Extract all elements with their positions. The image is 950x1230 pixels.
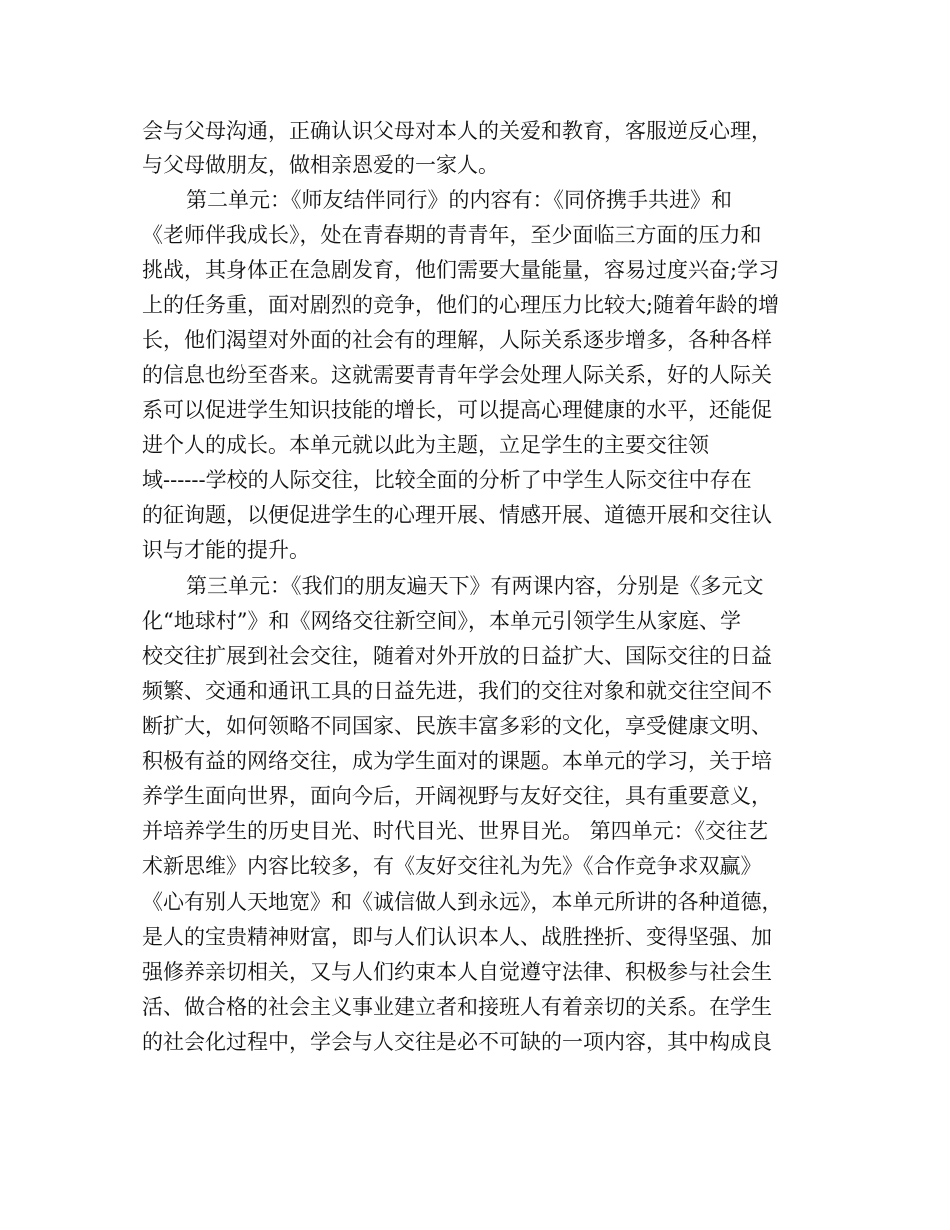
text-line: 的信息也纷至沓来。这就需要青青年学会处理人际关系，好的人际关 bbox=[142, 363, 772, 387]
text-line: 域------学校的人际交往，比较全面的分析了中学生人际交往中存在 bbox=[142, 468, 752, 492]
text-line: 与父母做朋友，做相亲恩爱的一家人。 bbox=[142, 153, 499, 177]
text-line: 断扩大，如何领略不同国家、民族丰富多彩的文化，享受健康文明、 bbox=[142, 714, 772, 738]
paragraph-start-line: 第二单元：《师友结伴同行》的内容有：《同侪携手共进》和 bbox=[186, 188, 732, 212]
text-line: 化“地球村”》和《网络交往新空间》，本单元引领学生从家庭、学 bbox=[142, 609, 741, 633]
text-line: 校交往扩展到社会交往，随着对外开放的日益扩大、国际交往的日益 bbox=[142, 644, 772, 668]
text-line: 会与父母沟通，正确认识父母对本人的关爱和教育，客服逆反心理， bbox=[142, 119, 772, 143]
text-line: 的社会化过程中，学会与人交往是必不可缺的一项内容，其中构成良 bbox=[142, 1030, 772, 1054]
text-line: 上的任务重，面对剧烈的竞争，他们的心理压力比较大;随着年龄的增 bbox=[142, 293, 780, 317]
text-line: 的征询题，以便促进学生的心理开展、情感开展、道德开展和交往认 bbox=[142, 503, 772, 527]
text-line: 是人的宝贵精神财富，即与人们认识本人、战胜挫折、变得坚强、加 bbox=[142, 925, 772, 949]
text-line: 活、做合格的社会主义事业建立者和接班人有着亲切的关系。在学生 bbox=[142, 995, 772, 1019]
text-line: 《老师伴我成长》，处在青春期的青青年，至少面临三方面的压力和 bbox=[142, 223, 762, 247]
text-line: 《心有别人天地宽》和《诚信做人到永远》，本单元所讲的各种道德， bbox=[142, 890, 783, 914]
text-line: 养学生面向世界，面向今后，开阔视野与友好交往，具有重要意义， bbox=[142, 784, 772, 808]
paragraph-start-line: 第三单元：《我们的朋友遍天下》有两课内容，分别是《多元文 bbox=[186, 574, 764, 598]
text-line: 频繁、交通和通讯工具的日益先进，我们的交往对象和就交往空间不 bbox=[142, 679, 772, 703]
text-line: 积极有益的网络交往，成为学生面对的课题。本单元的学习，关于培 bbox=[142, 749, 772, 773]
text-line: 长，他们渴望对外面的社会有的理解，人际关系逐步增多，各种各样 bbox=[142, 328, 772, 352]
text-line: 强修养亲切相关，又与人们约束本人自觉遵守法律、积极参与社会生 bbox=[142, 960, 772, 984]
text-line: 术新思维》内容比较多，有《友好交往礼为先》《合作竞争求双赢》 bbox=[142, 854, 762, 878]
text-line: 识与才能的提升。 bbox=[142, 538, 310, 562]
text-line: 并培养学生的历史目光、时代目光、世界目光。 第四单元：《交往艺 bbox=[142, 819, 769, 843]
text-line: 系可以促进学生知识技能的增长，可以提高心理健康的水平，还能促 bbox=[142, 398, 772, 422]
text-line: 挑战，其身体正在急剧发育，他们需要大量能量，容易过度兴奋;学习 bbox=[142, 258, 780, 282]
text-line: 进个人的成长。本单元就以此为主题，立足学生的主要交往领 bbox=[142, 433, 709, 457]
